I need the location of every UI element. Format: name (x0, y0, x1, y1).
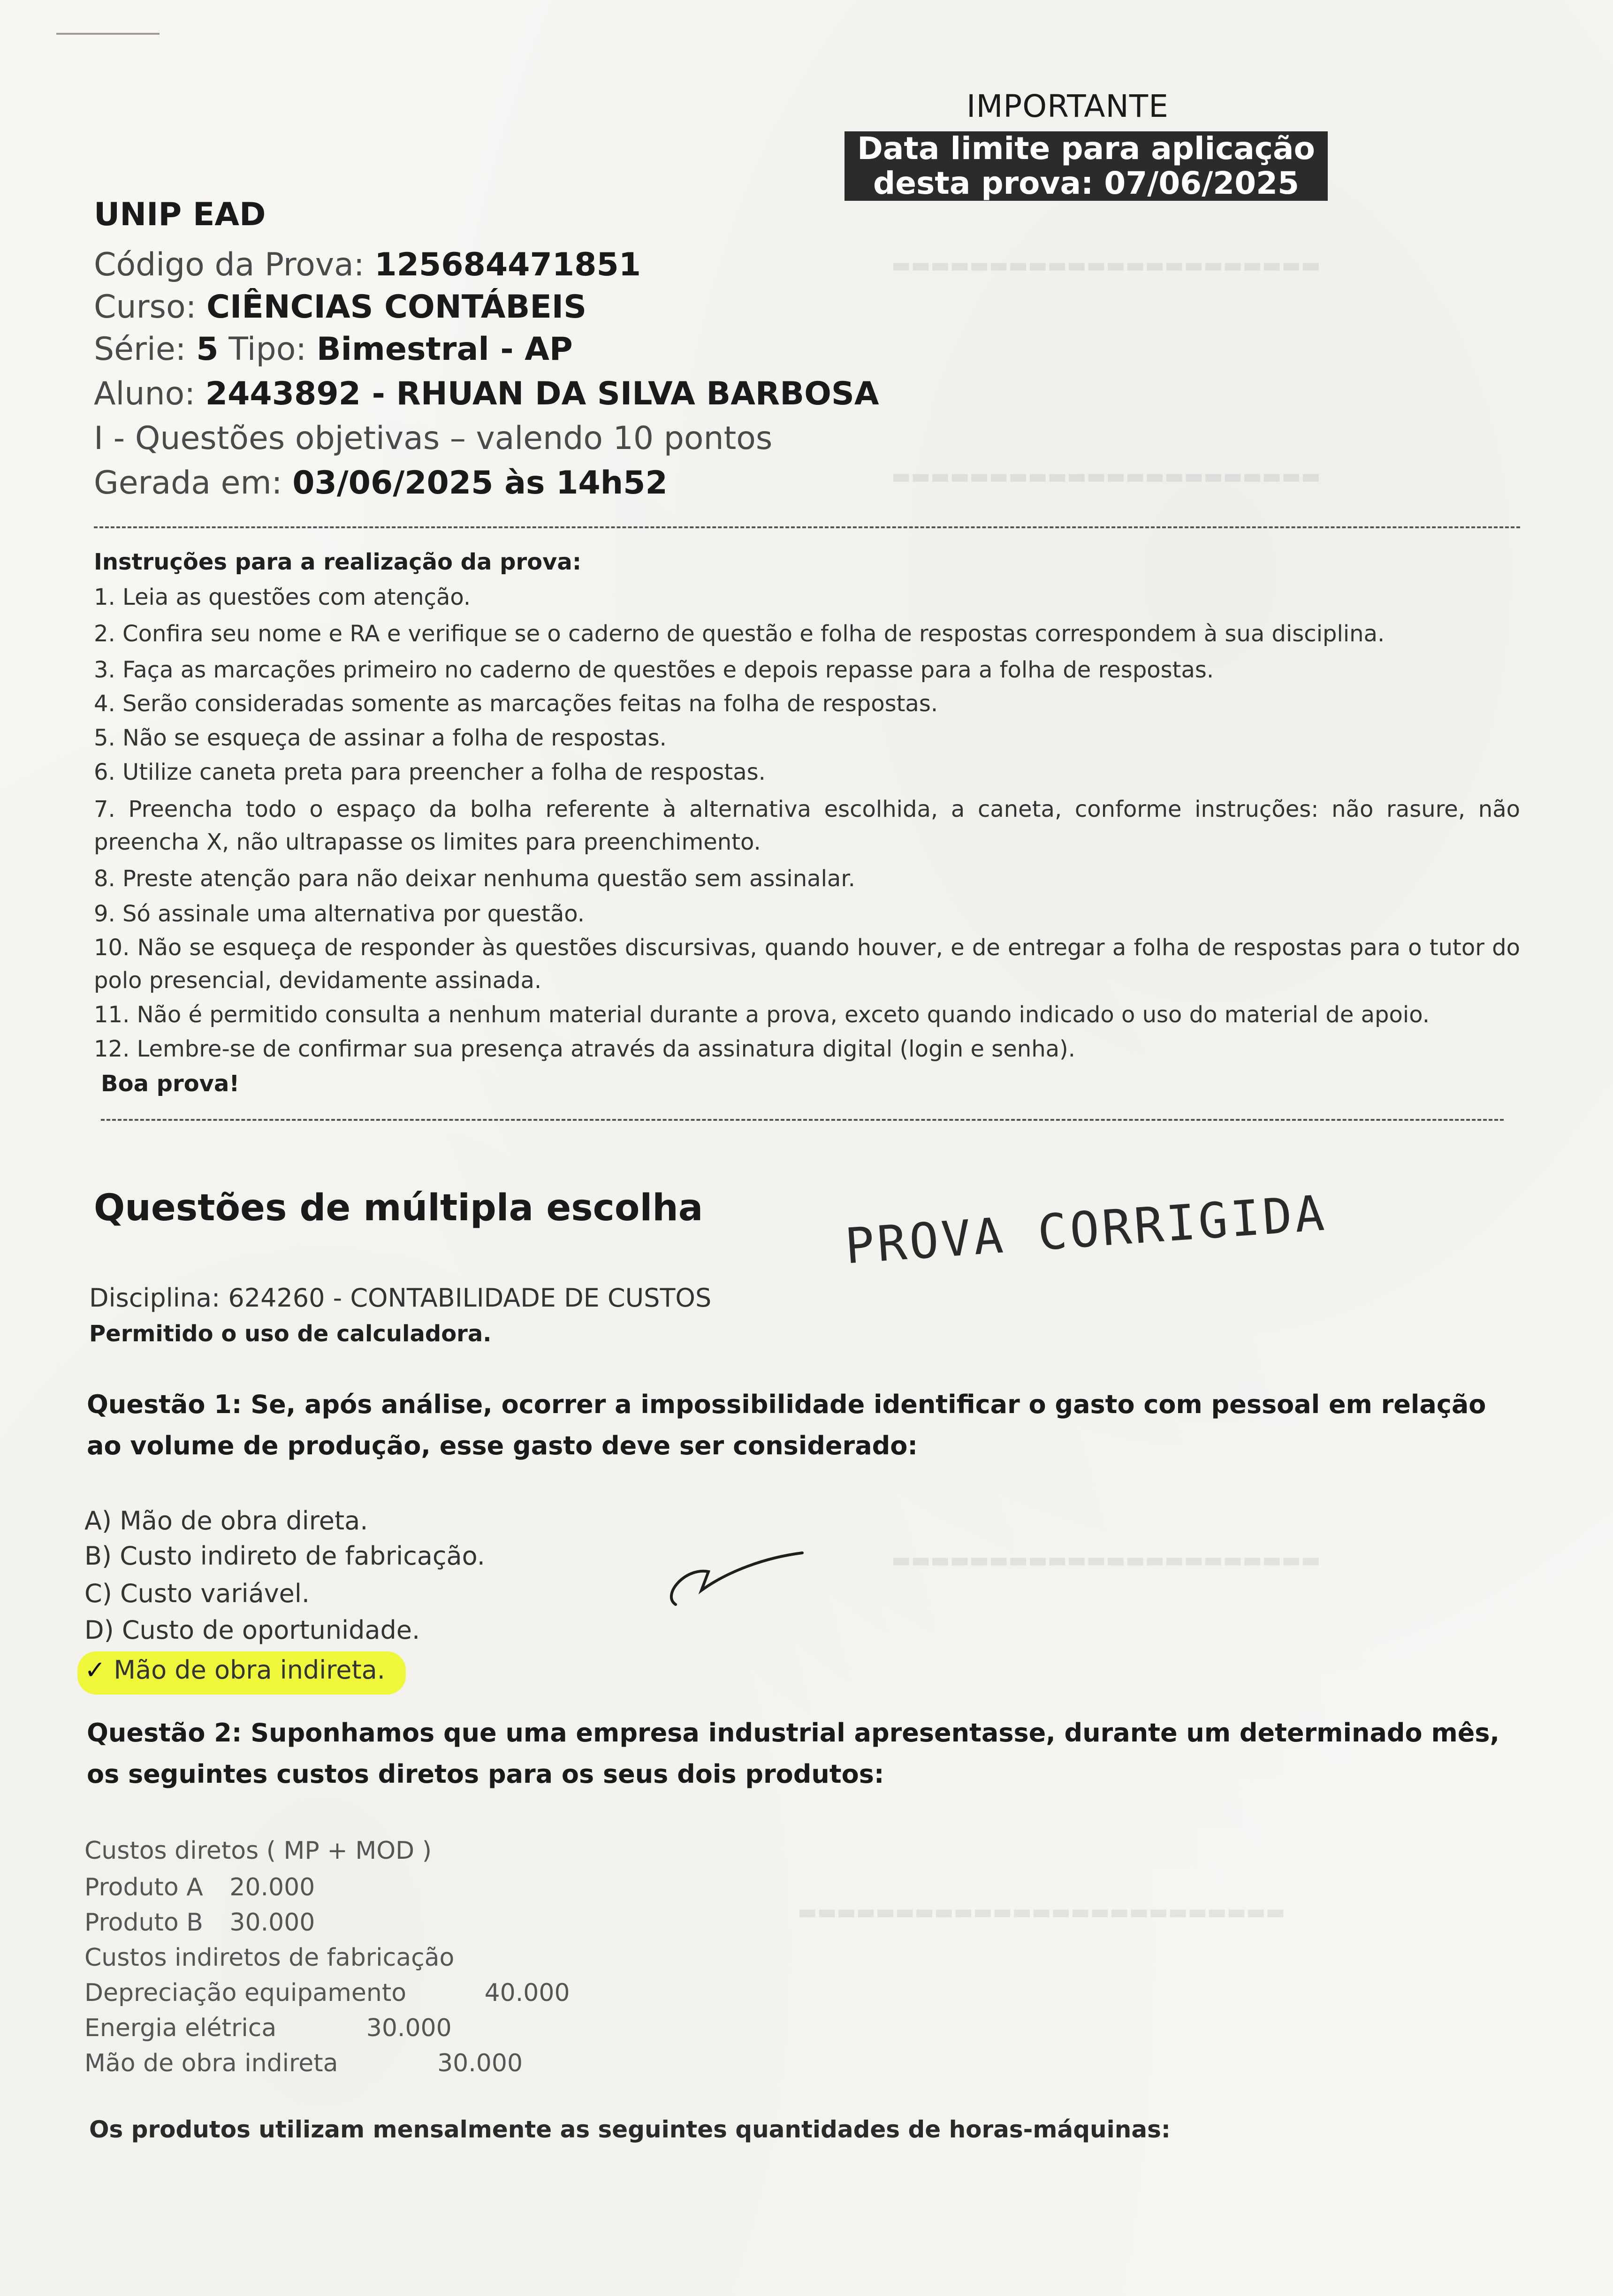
serie-label: Série: (94, 331, 186, 368)
question-2-text: Questão 2: Suponhamos que uma empresa industrial apresentasse, durante um determinado mês, os seguintes custos diretos para os seus dois produtos: (87, 1718, 1500, 1789)
boa-prova: Boa prova! (101, 1071, 240, 1097)
curso-label: Curso: (94, 289, 197, 326)
instruction-item: 10. Não se esqueça de responder às questões discursivas, quando houver, e de entregar a folha de respostas para o tutor do polo presencial, devidamente assinada. (94, 935, 1520, 994)
instruction-item: 6. Utilize caneta preta para preencher a folha de respostas. (94, 759, 766, 785)
aluno (94, 375, 879, 412)
energia-row (84, 2014, 452, 2042)
questoes-objetivas-line: I - Questões objetivas – valendo 10 pontos (94, 420, 773, 457)
gerada-value: 03/06/2025 às 14h52 (292, 464, 668, 502)
mao-obra-label: Mão de obra indireta (84, 2049, 338, 2077)
codigo-label: Código da Prova: (94, 246, 365, 283)
question-1-option-a: A) Mão de obra direta. (84, 1506, 368, 1536)
produto-b-row (84, 1908, 315, 1937)
importante-label: IMPORTANTE (966, 88, 1169, 124)
instruction-item: 1. Leia as questões com atenção. (94, 584, 471, 610)
codigo-prova (94, 246, 641, 283)
instruction-item: 4. Serão consideradas somente as marcações feitas na folha de respostas. (94, 691, 938, 717)
gerada-label: Gerada em: (94, 464, 282, 502)
instructions-title: Instruções para a realização da prova: (94, 549, 582, 575)
energia-value: 30.000 (366, 2014, 452, 2042)
energia-label: Energia elétrica (84, 2014, 277, 2042)
produto-b-value: 30.000 (229, 1908, 315, 1937)
depreciacao-row (84, 1979, 570, 2007)
instruction-item: 8. Preste atenção para não deixar nenhuma questão sem assinalar. (94, 866, 855, 892)
instruction-item: 11. Não é permitido consulta a nenhum material durante a prova, exceto quando indicado o uso do material de apoio. (94, 1002, 1430, 1028)
bleed-through-text: ▬▬▬▬▬▬▬▬▬▬▬▬▬▬▬▬▬▬▬▬▬▬ (891, 464, 1321, 488)
deadline-line-2: desta prova: 07/06/2025 (873, 165, 1299, 201)
dashed-divider (101, 1119, 1504, 1121)
marked-option-label: Mão de obra indireta. (114, 1655, 385, 1685)
serie-value: 5 (196, 331, 219, 368)
section-title: Questões de múltipla escolha (94, 1187, 703, 1229)
instruction-item: 12. Lembre-se de confirmar sua presença através da assinatura digital (login e senha). (94, 1036, 1076, 1062)
mao-obra-row (84, 2049, 523, 2077)
question-1-option-e-marked (84, 1655, 385, 1685)
codigo-value: 125684471851 (374, 246, 641, 283)
produto-a-label: Produto A (84, 1873, 203, 1901)
bleed-through-text: ▬▬▬▬▬▬▬▬▬▬▬▬▬▬▬▬▬▬▬▬▬▬ (891, 253, 1321, 277)
instruction-item: 9. Só assinale uma alternativa por questão. (94, 901, 585, 927)
institution-name: UNIP EAD (94, 196, 266, 233)
deadline-box (845, 131, 1328, 201)
indirect-costs-title: Custos indiretos de fabricação (84, 1944, 455, 1972)
handwritten-check-icon (657, 1539, 816, 1623)
question-1-option-c: C) Custo variável. (84, 1579, 310, 1608)
depreciacao-label: Depreciação equipamento (84, 1979, 407, 2007)
dashed-divider (94, 526, 1520, 528)
tipo-value: Bimestral - AP (316, 331, 573, 368)
handwritten-check-icon: ✓ (84, 1655, 106, 1685)
bleed-through-text: ▬▬▬▬▬▬▬▬▬▬▬▬▬▬▬▬▬▬▬▬▬▬ (891, 1548, 1321, 1572)
question-1-option-b: B) Custo indireto de fabricação. (84, 1541, 485, 1571)
permitido-calculadora: Permitido o uso de calculadora. (89, 1321, 492, 1347)
instruction-item: 2. Confira seu nome e RA e verifique se o caderno de questão e folha de respostas correspondem à sua disciplina. (94, 621, 1385, 647)
curso (94, 289, 586, 326)
gerada-em (94, 464, 668, 502)
produto-b-label: Produto B (84, 1908, 203, 1937)
instruction-item: 3. Faça as marcações primeiro no caderno de questões e depois repasse para a folha de respostas. (94, 657, 1214, 683)
direct-costs-title: Custos diretos ( MP + MOD ) (84, 1837, 432, 1865)
disciplina: Disciplina: 624260 - CONTABILIDADE DE CUSTOS (89, 1283, 712, 1313)
deadline-line-1: Data limite para aplicação (857, 130, 1315, 167)
instruction-item: 7. Preencha todo o espaço da bolha referente à alternativa escolhida, a caneta, conforme instruções: não rasure, não preencha X, não ultrapasse os limites para preenchimento. (94, 796, 1520, 855)
tipo-label: Tipo: (228, 331, 307, 368)
mao-obra-value: 30.000 (437, 2049, 523, 2077)
handwritten-note: PROVA CORRIGIDA (843, 1184, 1329, 1275)
top-rule (56, 33, 160, 35)
depreciacao-value: 40.000 (484, 1979, 570, 2007)
bleed-through-text: ▬▬▬▬▬▬▬▬▬▬▬▬▬▬▬▬▬▬▬▬▬▬▬▬▬ (798, 1900, 1286, 1924)
question-1-text: Questão 1: Se, após análise, ocorrer a impossibilidade identificar o gasto com pessoal em relação ao volume de produção, esse gasto deve ser considerado: (87, 1390, 1486, 1460)
serie-tipo (94, 331, 573, 368)
aluno-label: Aluno: (94, 375, 196, 412)
produto-a-row (84, 1873, 315, 1901)
curso-value: CIÊNCIAS CONTÁBEIS (206, 289, 587, 326)
produto-a-value: 20.000 (229, 1873, 315, 1901)
instruction-item: 5. Não se esqueça de assinar a folha de respostas. (94, 725, 667, 751)
horas-maquinas-line: Os produtos utilizam mensalmente as seguintes quantidades de horas-máquinas: (89, 2116, 1171, 2143)
question-1-option-d: D) Custo de oportunidade. (84, 1615, 420, 1645)
aluno-value: 2443892 - RHUAN DA SILVA BARBOSA (205, 375, 879, 412)
